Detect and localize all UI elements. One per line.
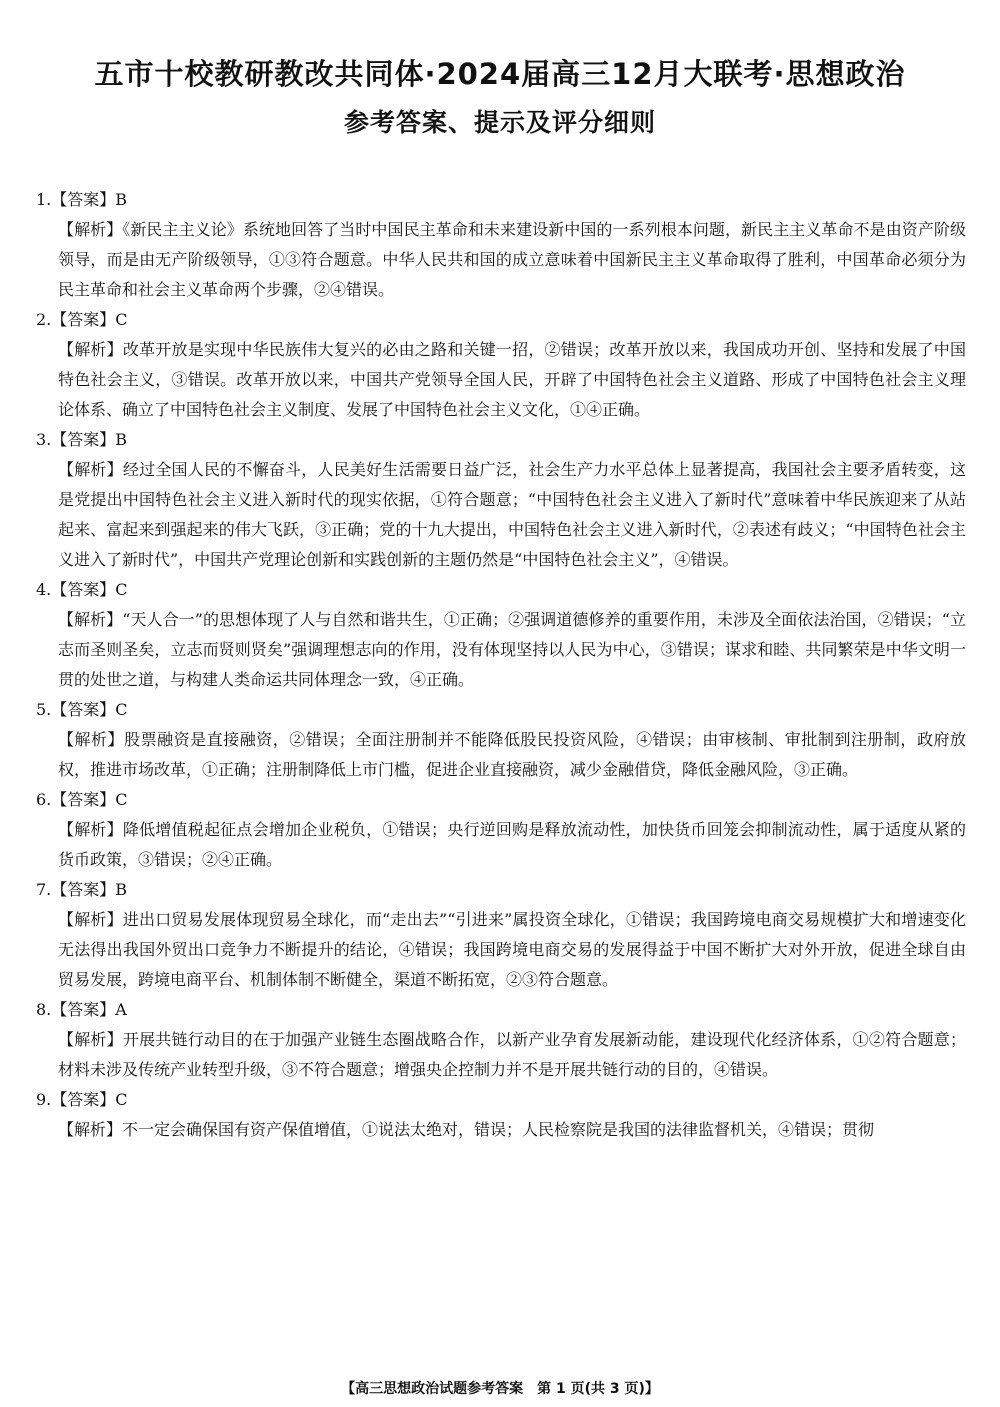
analysis-text: 【解析】《新民主主义论》系统地回答了当时中国民主革命和未来建设新中国的一系列根本问题，新民主主义革命不是由资产阶级领导，而是由无产阶级领导，①③符合题意。中华人民共和国的成立意味着中国新民主主义革命取得了胜利，中国革命必须分为民主革命和社会主义革命两个步骤，②④错误。 (58, 220, 966, 299)
answer-item (36, 995, 966, 1085)
analysis-text: 【解析】进出口贸易发展体现贸易全球化，而“走出去”“引进来”属投资全球化，①错误；我国跨境电商交易规模扩大和增速变化无法得出我国外贸出口竞争力不断提升的结论，④错误；我国跨境电商交易的发展得益于中国不断扩大对外开放，促进全球自由贸易发展，跨境电商平台、机制体制不断健全，渠道不断拓宽，②③符合题意。 (58, 910, 966, 989)
answer-item (36, 425, 966, 575)
answer-item (36, 575, 966, 695)
page-subtitle: 参考答案、提示及评分细则 (343, 108, 656, 137)
answer-item (36, 785, 966, 875)
analysis-text: 【解析】不一定会确保国有资产保值增值，①说法太绝对，错误；人民检察院是我国的法律监督机关，④错误；贯彻 (58, 1120, 875, 1139)
answer-line: 2.【答案】C (36, 310, 128, 329)
answer-line: 4.【答案】C (36, 580, 128, 599)
analysis-text: 【解析】开展共链行动目的在于加强产业链生态圈战略合作，以新产业孕育发展新动能，建设现代化经济体系，①②符合题意；材料未涉及传统产业转型升级，③不符合题意；增强央企控制力并不是开展共链行动的目的，④错误。 (58, 1030, 966, 1079)
page-footer: 【高三思想政治试题参考答案 第 1 页(共 3 页)】 (341, 1381, 659, 1397)
analysis-text: 【解析】经过全国人民的不懈奋斗，人民美好生活需要日益广泛，社会生产力水平总体上显著提高，我国社会主要矛盾转变，这是党提出中国特色社会主义进入新时代的现实依据，①符合题意；“中国特色社会主义进入了新时代”意味着中华民族迎来了从站起来、富起来到强起来的伟大飞跃，③正确；党的十九大提出，中国特色社会主义进入新时代，②表述有歧义；“中国特色社会主义进入了新时代”，中国共产党理论创新和实践创新的主题仍然是“中国特色社会主义”，④错误。 (58, 460, 966, 569)
answer-line: 8.【答案】A (36, 1000, 127, 1019)
answer-item (36, 185, 966, 305)
answer-item (36, 305, 966, 425)
answer-line: 7.【答案】B (36, 880, 128, 899)
answer-line: 5.【答案】C (36, 700, 128, 719)
page-title: 五市十校教研教改共同体·2024届高三12月大联考·思想政治 (94, 57, 906, 91)
analysis-text: 【解析】股票融资是直接融资，②错误；全面注册制并不能降低股民投资风险，④错误；由审核制、审批制到注册制，政府放权，推进市场改革，①正确；注册制降低上市门槛，促进企业直接融资，减少金融借贷，降低金融风险，③正确。 (58, 730, 966, 779)
answer-line: 3.【答案】B (36, 430, 128, 449)
answer-list (36, 185, 966, 1145)
analysis-text: 【解析】“天人合一”的思想体现了人与自然和谐共生，①正确；②强调道德修养的重要作用，未涉及全面依法治国，②错误；“立志而圣则圣矣，立志而贤则贤矣”强调理想志向的作用，没有体现坚持以人民为中心，③错误；谋求和睦、共同繁荣是中华文明一贯的处世之道，与构建人类命运共同体理念一致，④正确。 (58, 610, 966, 689)
analysis-text: 【解析】降低增值税起征点会增加企业税负，①错误；央行逆回购是释放流动性，加快货币回笼会抑制流动性，属于适度从紧的货币政策，③错误；②④正确。 (58, 820, 966, 869)
answer-item (36, 1085, 966, 1145)
answer-line: 6.【答案】C (36, 790, 128, 809)
answer-line: 1.【答案】B (36, 190, 128, 209)
answer-line: 9.【答案】C (36, 1090, 128, 1109)
analysis-text: 【解析】改革开放是实现中华民族伟大复兴的必由之路和关键一招，②错误；改革开放以来，我国成功开创、坚持和发展了中国特色社会主义，③错误。改革开放以来，中国共产党领导全国人民，开辟了中国特色社会主义道路、形成了中国特色社会主义理论体系、确立了中国特色社会主义制度、发展了中国特色社会主义文化，①④正确。 (58, 340, 966, 419)
answer-item (36, 695, 966, 785)
answer-item (36, 875, 966, 995)
